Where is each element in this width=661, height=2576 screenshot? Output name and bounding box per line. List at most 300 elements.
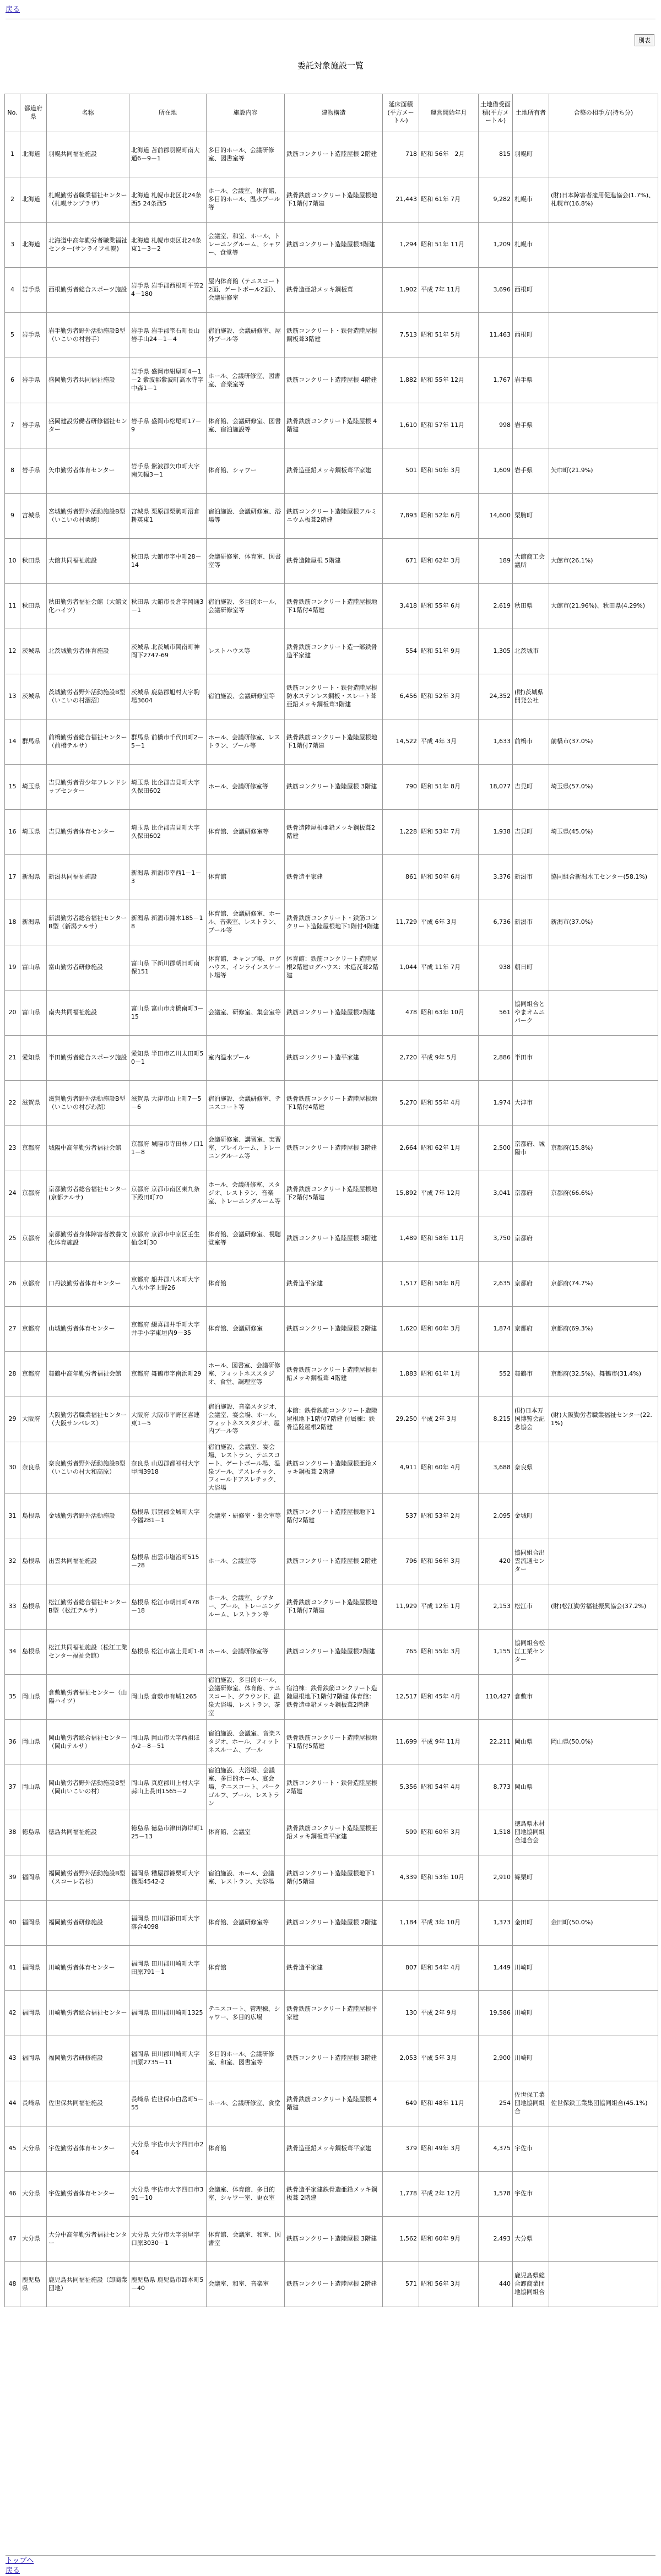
cell-opening-date: 昭和 51年 11月 — [419, 223, 479, 268]
cell-no: 34 — [5, 1630, 20, 1675]
cell-no: 4 — [5, 268, 20, 313]
cell-no: 16 — [5, 810, 20, 855]
cell-landowner: 大分県 — [513, 2217, 549, 2262]
table-row — [5, 855, 658, 900]
cell-address: 徳島県 徳島市津田海岸町125－13 — [129, 1810, 207, 1855]
cell-opening-date: 昭和 53年 7月 — [419, 810, 479, 855]
cell-facilities: ホール、会議室等 — [207, 1539, 285, 1584]
cell-prefecture: 新潟県 — [20, 855, 47, 900]
cell-opening-date: 昭和 60年 3月 — [419, 1307, 479, 1352]
cell-land-area: 6,736 — [479, 900, 513, 945]
cell-no: 7 — [5, 403, 20, 448]
cell-no: 41 — [5, 1946, 20, 1991]
cell-land-area: 19,586 — [479, 1991, 513, 2036]
cell-name: 前橋勤労者総合福祉センター（前橋テルサ） — [47, 719, 129, 765]
table-row — [5, 403, 658, 448]
cell-address: 宮城県 栗原郡栗駒町沼倉耕英東1 — [129, 494, 207, 539]
cell-structure: 鉄筋コンクリート造陸屋根亜鉛メッキ鋼板葺 2階建 — [285, 1442, 383, 1494]
cell-co-owner — [549, 945, 658, 991]
cell-name: 徳島共同福祉施設 — [47, 1810, 129, 1855]
cell-opening-date: 昭和 55年 4月 — [419, 1081, 479, 1126]
cell-facilities: ホール、会議研修室等 — [207, 1630, 285, 1675]
table-row — [5, 1675, 658, 1720]
cell-floor-area: 29,250 — [383, 1397, 419, 1442]
cell-facilities: 多目的ホール、会議研修室、和室、図書室等 — [207, 2036, 285, 2081]
cell-no: 15 — [5, 765, 20, 810]
cell-structure: 鉄骨鉄筋コンクリート造陸屋根平家建 — [285, 1991, 383, 2036]
cell-land-area: 440 — [479, 2262, 513, 2307]
cell-prefecture: 長崎県 — [20, 2081, 47, 2126]
cell-structure: 鉄骨鉄筋コンクリート造陸屋根地下1階付7階建 — [285, 1584, 383, 1630]
cell-structure: 鉄骨鉄筋コンクリート造陸屋根地下1階付4階建 — [285, 1081, 383, 1126]
cell-structure: 鉄筋コンクリート造陸屋根 2階建 — [285, 132, 383, 177]
cell-prefecture: 岡山県 — [20, 1675, 47, 1720]
cell-name: 北海道中高年勤労者職業福祉センター(サンライフ札幌) — [47, 223, 129, 268]
cell-land-area: 1,874 — [479, 1307, 513, 1352]
cell-structure: 鉄骨造亜鉛メッキ鋼板葺平家建 — [285, 448, 383, 494]
cell-floor-area: 1,562 — [383, 2217, 419, 2262]
cell-landowner: 西根町 — [513, 313, 549, 358]
cell-no: 35 — [5, 1675, 20, 1720]
table-row — [5, 1720, 658, 1765]
cell-facilities: 会議室、和室、ホール、トレーニングルーム、シャワー、食堂等 — [207, 223, 285, 268]
cell-landowner: 篠栗町 — [513, 1855, 549, 1901]
cell-name: 大阪勤労者職業福祉センター（大阪サンパレス） — [47, 1397, 129, 1442]
cell-co-owner — [549, 2126, 658, 2172]
cell-prefecture: 徳島県 — [20, 1810, 47, 1855]
cell-facilities: 体育館、会議研修室、ホール、音楽室、レストラン、プール等 — [207, 900, 285, 945]
cell-co-owner — [549, 132, 658, 177]
cell-structure: 鉄筋コンクリート造陸屋根2階建 — [285, 991, 383, 1036]
cell-co-owner: 新潟市(37.0%) — [549, 900, 658, 945]
cell-no: 47 — [5, 2217, 20, 2262]
cell-no: 1 — [5, 132, 20, 177]
cell-no: 6 — [5, 358, 20, 403]
cell-structure: 鉄骨造陸屋根亜鉛メッキ鋼板葺2階建 — [285, 810, 383, 855]
cell-co-owner: 京都府(15.8%) — [549, 1126, 658, 1171]
cell-landowner: 岩手県 — [513, 448, 549, 494]
cell-opening-date: 昭和 51年 8月 — [419, 765, 479, 810]
cell-opening-date: 平成 2年 9月 — [419, 1991, 479, 2036]
cell-name: 西根勤労者総合スポーツ施設 — [47, 268, 129, 313]
cell-landowner: 金田町 — [513, 1901, 549, 1946]
cell-address: 島根県 松江市朝日町478－18 — [129, 1584, 207, 1630]
cell-facilities: 会議室、体育館、多目的室、シャワー室、更衣室 — [207, 2172, 285, 2217]
cell-no: 37 — [5, 1765, 20, 1810]
cell-floor-area: 1,228 — [383, 810, 419, 855]
cell-address: 鹿児島県 鹿児島市卸本町5－40 — [129, 2262, 207, 2307]
cell-name: 岩手勤労者野外活動施設B型（いこいの村岩手） — [47, 313, 129, 358]
cell-co-owner — [549, 991, 658, 1036]
cell-landowner: 羽幌町 — [513, 132, 549, 177]
cell-land-area: 1,155 — [479, 1630, 513, 1675]
cell-landowner: 岡山県 — [513, 1765, 549, 1810]
cell-floor-area: 130 — [383, 1991, 419, 2036]
cell-name: 金城勤労者野外活動施設 — [47, 1494, 129, 1539]
cell-name: 岡山勤労者総合福祉センター（岡山テルサ） — [47, 1720, 129, 1765]
cell-opening-date: 昭和 52年 6月 — [419, 494, 479, 539]
cell-floor-area: 649 — [383, 2081, 419, 2126]
cell-land-area: 2,910 — [479, 1855, 513, 1901]
cell-structure: 鉄骨鉄筋コンクリート造陸屋根地下1階付7階建 — [285, 177, 383, 223]
cell-address: 秋田県 大館市字中町28－14 — [129, 539, 207, 584]
cell-floor-area: 718 — [383, 132, 419, 177]
column-header: 建物構造 — [285, 94, 383, 132]
cell-prefecture: 島根県 — [20, 1630, 47, 1675]
cell-landowner: 京都府、城陽市 — [513, 1126, 549, 1171]
cell-land-area: 1,767 — [479, 358, 513, 403]
back-link-top[interactable]: 戻る — [6, 6, 20, 14]
table-row — [5, 313, 658, 358]
cell-address: 島根県 出雲市塩冶町515－28 — [129, 1539, 207, 1584]
cell-name: 茨城勤労者野外活動施設B型（いこいの村涸沼） — [47, 674, 129, 719]
cell-co-owner — [549, 1855, 658, 1901]
table-row — [5, 1901, 658, 1946]
cell-address: 埼玉県 比企郡吉見町大字久保田602 — [129, 810, 207, 855]
cell-floor-area: 6,456 — [383, 674, 419, 719]
cell-facilities: レストハウス等 — [207, 629, 285, 674]
cell-co-owner — [549, 223, 658, 268]
table-row — [5, 900, 658, 945]
cell-land-area: 2,900 — [479, 2036, 513, 2081]
cell-address: 大分県 宇佐市大字四日市391－10 — [129, 2172, 207, 2217]
cell-opening-date: 平成 2年 3月 — [419, 1397, 479, 1442]
cell-co-owner — [549, 1494, 658, 1539]
cell-facilities: ホール、図書室、会議研修室、フィットネススタジオ、食堂、調理室等 — [207, 1352, 285, 1397]
cell-co-owner: 京都府(66.6%) — [549, 1171, 658, 1216]
cell-no: 12 — [5, 629, 20, 674]
facility-table-wrapper — [4, 94, 658, 2307]
cell-opening-date: 昭和 52年 3月 — [419, 674, 479, 719]
page-title: 委託対象施設一覧 — [297, 61, 364, 71]
cell-land-area: 2,500 — [479, 1126, 513, 1171]
cell-land-area: 14,600 — [479, 494, 513, 539]
table-row — [5, 1171, 658, 1216]
cell-address: 岩手県 盛岡市紺屋町4－1－2 紫波郡紫波町高水寺字中森1－1 — [129, 358, 207, 403]
cell-prefecture: 群馬県 — [20, 719, 47, 765]
cell-address: 新潟県 新潟市鐘木185－18 — [129, 900, 207, 945]
cell-land-area: 1,373 — [479, 1901, 513, 1946]
cell-opening-date: 昭和 54年 4月 — [419, 1765, 479, 1810]
table-row — [5, 494, 658, 539]
cell-opening-date: 平成 11年 7月 — [419, 945, 479, 991]
table-row — [5, 584, 658, 629]
cell-land-area: 2,886 — [479, 1036, 513, 1081]
cell-co-owner — [549, 268, 658, 313]
cell-landowner: 大津市 — [513, 1081, 549, 1126]
cell-name: 札幌勤労者職業福祉センター（札幌サンプラザ） — [47, 177, 129, 223]
cell-opening-date: 昭和 56年 3月 — [419, 2262, 479, 2307]
cell-name: 宇佐勤労者体育センター — [47, 2126, 129, 2172]
cell-land-area: 3,696 — [479, 268, 513, 313]
cell-opening-date: 昭和 61年 7月 — [419, 177, 479, 223]
cell-landowner: 奈良県 — [513, 1442, 549, 1494]
cell-address: 新潟県 新潟市幸西1－1－3 — [129, 855, 207, 900]
cell-name: 舞鶴中高年勤労者福祉会館 — [47, 1352, 129, 1397]
cell-land-area: 1,518 — [479, 1810, 513, 1855]
cell-floor-area: 5,356 — [383, 1765, 419, 1810]
cell-floor-area: 2,720 — [383, 1036, 419, 1081]
cell-structure: 鉄筋コンクリート・鉄骨造陸屋根2階建 — [285, 1765, 383, 1810]
cell-co-owner: 大館市(21.96%)、秋田県(4.29%) — [549, 584, 658, 629]
cell-name: 奈良勤労者野外活動施設B型（いこいの村大和高原） — [47, 1442, 129, 1494]
cell-address: 京都府 京都市南区東九条下殿田町70 — [129, 1171, 207, 1216]
column-header: 合築の相手方(持ち分) — [549, 94, 658, 132]
cell-floor-area: 3,418 — [383, 584, 419, 629]
cell-prefecture: 岩手県 — [20, 268, 47, 313]
table-row — [5, 539, 658, 584]
cell-structure: 鉄筋コンクリート造陸屋根地下1階付2階建 — [285, 1494, 383, 1539]
cell-co-owner: 京都府(74.7%) — [549, 1262, 658, 1307]
cell-address: 福岡県 田川郡川崎町大字田原791－1 — [129, 1946, 207, 1991]
cell-co-owner — [549, 1216, 658, 1262]
cell-co-owner: 大館市(26.1%) — [549, 539, 658, 584]
top-nav — [6, 3, 20, 14]
cell-structure: 鉄骨鉄筋コンクリート造陸屋根地下1階付4階建 — [285, 584, 383, 629]
cell-structure: 鉄筋コンクリート造陸屋根 2階建 — [285, 1307, 383, 1352]
cell-prefecture: 北海道 — [20, 177, 47, 223]
cell-name: 新潟勤労者総合福祉センターB型（新潟テルサ） — [47, 900, 129, 945]
cell-floor-area: 1,883 — [383, 1352, 419, 1397]
cell-co-owner — [549, 1810, 658, 1855]
cell-co-owner — [549, 1991, 658, 2036]
cell-landowner: 朝日町 — [513, 945, 549, 991]
cell-floor-area: 554 — [383, 629, 419, 674]
cell-land-area: 1,209 — [479, 223, 513, 268]
cell-land-area: 189 — [479, 539, 513, 584]
cell-land-area: 8,773 — [479, 1765, 513, 1810]
cell-structure: 鉄筋コンクリート造陸屋根3階建 — [285, 223, 383, 268]
cell-name: 岡山勤労者野外活動施設B型（岡山いこいの村） — [47, 1765, 129, 1810]
cell-name: 吉見勤労者青少年フレンドシップセンター — [47, 765, 129, 810]
cell-prefecture: 大分県 — [20, 2126, 47, 2172]
cell-co-owner: 矢巾町(21.9%) — [549, 448, 658, 494]
table-row — [5, 2172, 658, 2217]
cell-structure: 鉄筋コンクリート造陸屋根アルミニウム板葺2階建 — [285, 494, 383, 539]
table-row — [5, 448, 658, 494]
cell-structure: 体育館：鉄筋コンクリート造陸屋根2階建ログハウス：木造瓦葺2階建 — [285, 945, 383, 991]
cell-opening-date: 昭和 54年 4月 — [419, 1946, 479, 1991]
cell-prefecture: 大分県 — [20, 2172, 47, 2217]
cell-name: 新潟共同福祉施設 — [47, 855, 129, 900]
cell-facilities: ホール、会議室、シアター、プール、トレーニングルーム、レストラン等 — [207, 1584, 285, 1630]
cell-opening-date: 平成 7年 12月 — [419, 1171, 479, 1216]
cell-facilities: 屋内体育館（テニスコート2面、ゲートボール2面）、会議研修室 — [207, 268, 285, 313]
cell-prefecture: 京都府 — [20, 1352, 47, 1397]
cell-address: 島根県 松江市富士見町1-8 — [129, 1630, 207, 1675]
cell-floor-area: 4,339 — [383, 1855, 419, 1901]
bottom-nav — [6, 2556, 34, 2576]
table-row — [5, 1584, 658, 1630]
cell-facilities: ホール、会議研修室、食堂 — [207, 2081, 285, 2126]
table-row — [5, 2126, 658, 2172]
cell-structure: 鉄筋コンクリート造陸屋根 3階建 — [285, 765, 383, 810]
cell-structure: 鉄筋コンクリート造陸屋根 4階建 — [285, 358, 383, 403]
cell-landowner: 岩手県 — [513, 403, 549, 448]
table-row — [5, 719, 658, 765]
cell-co-owner: 金田町(50.0%) — [549, 1901, 658, 1946]
cell-landowner: 舞鶴市 — [513, 1352, 549, 1397]
cell-co-owner: (財)松江勤労福祉振興協会(37.2%) — [549, 1584, 658, 1630]
cell-opening-date: 昭和 58年 8月 — [419, 1262, 479, 1307]
cell-floor-area: 14,522 — [383, 719, 419, 765]
cell-no: 42 — [5, 1991, 20, 2036]
cell-prefecture: 富山県 — [20, 991, 47, 1036]
cell-name: 大分中高年勤労者福祉センター — [47, 2217, 129, 2262]
cell-landowner: 栗駒町 — [513, 494, 549, 539]
cell-prefecture: 岩手県 — [20, 448, 47, 494]
cell-floor-area: 5,270 — [383, 1081, 419, 1126]
cell-co-owner: (財)日本障害者雇用促進協会(1.7%)、札幌市(16.8%) — [549, 177, 658, 223]
cell-land-area: 552 — [479, 1352, 513, 1397]
table-row — [5, 1036, 658, 1081]
cell-floor-area: 1,882 — [383, 358, 419, 403]
table-row — [5, 1810, 658, 1855]
cell-facilities: 体育館 — [207, 2126, 285, 2172]
cell-floor-area: 1,902 — [383, 268, 419, 313]
cell-landowner: 鹿児島県総合卸商業団地協同組合 — [513, 2262, 549, 2307]
table-row — [5, 1126, 658, 1171]
cell-facilities: ホール、会議研修室、スタジオ、レストラン、音楽室、トレーニングルーム等 — [207, 1171, 285, 1216]
to-top-link[interactable]: トップへ — [6, 2557, 34, 2565]
cell-no: 19 — [5, 945, 20, 991]
cell-prefecture: 福岡県 — [20, 2036, 47, 2081]
cell-name: 南央共同福祉施設 — [47, 991, 129, 1036]
cell-opening-date: 昭和 55年 12月 — [419, 358, 479, 403]
cell-floor-area: 1,489 — [383, 1216, 419, 1262]
cell-floor-area: 11,929 — [383, 1584, 419, 1630]
cell-name: 松江共同福祉施設（松江工業センター福祉会館） — [47, 1630, 129, 1675]
cell-facilities: 会議研修室、講習室、実習室、プレイルーム、トレーニングルーム等 — [207, 1126, 285, 1171]
cell-floor-area: 2,053 — [383, 2036, 419, 2081]
cell-opening-date: 昭和 45年 4月 — [419, 1675, 479, 1720]
cell-landowner: 京都府 — [513, 1262, 549, 1307]
table-row — [5, 2081, 658, 2126]
cell-landowner: 協同組合出雲流通センター — [513, 1539, 549, 1584]
column-header: 都道府県 — [20, 94, 47, 132]
cell-landowner: 新潟市 — [513, 855, 549, 900]
cell-floor-area: 501 — [383, 448, 419, 494]
cell-no: 43 — [5, 2036, 20, 2081]
cell-structure: 鉄筋コンクリート・鉄骨造陸屋根鋼板葺3階建 — [285, 313, 383, 358]
cell-prefecture: 新潟県 — [20, 900, 47, 945]
cell-landowner: 宇佐市 — [513, 2126, 549, 2172]
cell-land-area: 22,211 — [479, 1720, 513, 1765]
column-header: 土地所有者 — [513, 94, 549, 132]
cell-address: 京都府 綴喜郡井手町大字井手小字東垣内9－35 — [129, 1307, 207, 1352]
cell-land-area: 998 — [479, 403, 513, 448]
cell-land-area: 1,633 — [479, 719, 513, 765]
cell-facilities: 宿泊施設、多目的ホール、会議研修室等 — [207, 584, 285, 629]
cell-structure: 鉄筋コンクリート造陸屋根 3階建 — [285, 2217, 383, 2262]
cell-structure: 鉄筋コンクリート造陸屋根 2階建 — [285, 1901, 383, 1946]
cell-land-area: 1,578 — [479, 2172, 513, 2217]
cell-prefecture: 北海道 — [20, 223, 47, 268]
cell-address: 北海道 札幌市東区北24条東1－3－2 — [129, 223, 207, 268]
cell-name: 大館共同福祉施設 — [47, 539, 129, 584]
cell-structure: 鉄骨鉄筋コンクリート・鉄筋コンクリート造陸屋根地下1階付4階建 — [285, 900, 383, 945]
cell-land-area: 3,376 — [479, 855, 513, 900]
cell-land-area: 2,153 — [479, 1584, 513, 1630]
table-row — [5, 1991, 658, 2036]
cell-floor-area: 1,517 — [383, 1262, 419, 1307]
cell-co-owner — [549, 2262, 658, 2307]
cell-address: 京都府 城陽市寺田林ノ口11－8 — [129, 1126, 207, 1171]
cell-prefecture: 大阪府 — [20, 1397, 47, 1442]
table-row — [5, 1397, 658, 1442]
column-header: No. — [5, 94, 20, 132]
cell-address: 茨城県 北茨城市関南町神岡下2747-69 — [129, 629, 207, 674]
cell-facilities: 宿泊施設、会議室、音楽スタジオ、ホール、フィットネスルーム、プール — [207, 1720, 285, 1765]
cell-land-area: 2,095 — [479, 1494, 513, 1539]
table-row — [5, 1946, 658, 1991]
cell-landowner: 徳島県木材団地協同組合連合会 — [513, 1810, 549, 1855]
back-link-bottom[interactable]: 戻る — [6, 2567, 20, 2575]
cell-co-owner: 埼玉県(45.0%) — [549, 810, 658, 855]
cell-name: 佐世保共同福祉施設 — [47, 2081, 129, 2126]
cell-facilities: 宿泊施設、ホール、会議室、レストラン、大浴場 — [207, 1855, 285, 1901]
cell-prefecture: 京都府 — [20, 1307, 47, 1352]
cell-address: 福岡県 田川郡川崎町1325 — [129, 1991, 207, 2036]
cell-prefecture: 岩手県 — [20, 358, 47, 403]
cell-co-owner: 岡山県(50.0%) — [549, 1720, 658, 1765]
cell-prefecture: 秋田県 — [20, 584, 47, 629]
cell-prefecture: 岡山県 — [20, 1720, 47, 1765]
cell-name: 川崎勤労者総合福祉センター — [47, 1991, 129, 2036]
cell-land-area: 3,688 — [479, 1442, 513, 1494]
cell-structure: 鉄骨鉄筋コンクリート造陸屋根亜鉛メッキ鋼板葺平家建 — [285, 1810, 383, 1855]
cell-co-owner — [549, 494, 658, 539]
cell-floor-area: 7,513 — [383, 313, 419, 358]
table-row — [5, 268, 658, 313]
cell-name: 富山勤労者研修施設 — [47, 945, 129, 991]
cell-co-owner — [549, 1946, 658, 1991]
cell-facilities: ホール、会議研修室、図書室、音楽室等 — [207, 358, 285, 403]
cell-name: 半田勤労者総合スポーツ施設 — [47, 1036, 129, 1081]
cell-prefecture: 愛知県 — [20, 1036, 47, 1081]
cell-landowner: 新潟市 — [513, 900, 549, 945]
cell-land-area: 1,609 — [479, 448, 513, 494]
cell-co-owner — [549, 1630, 658, 1675]
cell-co-owner: (財)大阪勤労者職業福祉センター(22.1%) — [549, 1397, 658, 1442]
cell-no: 46 — [5, 2172, 20, 2217]
cell-no: 38 — [5, 1810, 20, 1855]
cell-address: 岩手県 盛岡市松尾町17－9 — [129, 403, 207, 448]
cell-floor-area: 1,184 — [383, 1901, 419, 1946]
cell-floor-area: 12,517 — [383, 1675, 419, 1720]
cell-name: 倉敷勤労者福祉センター（山陽ハイツ） — [47, 1675, 129, 1720]
cell-prefecture: 岩手県 — [20, 313, 47, 358]
cell-prefecture: 島根県 — [20, 1494, 47, 1539]
cell-address: 茨城県 鹿島郡旭村大字駒場3604 — [129, 674, 207, 719]
cell-no: 31 — [5, 1494, 20, 1539]
cell-co-owner: 前橋市(37.0%) — [549, 719, 658, 765]
cell-no: 32 — [5, 1539, 20, 1584]
cell-land-area: 4,375 — [479, 2126, 513, 2172]
cell-structure: 鉄筋コンクリート造陸屋根 2階建 — [285, 2262, 383, 2307]
cell-name: 秋田勤労者福祉会館（大館文化ハイツ） — [47, 584, 129, 629]
cell-co-owner — [549, 1442, 658, 1494]
table-row — [5, 810, 658, 855]
footer-rule — [6, 2555, 655, 2556]
cell-name: 宮城勤労者野外活動施設B型（いこいの村栗駒） — [47, 494, 129, 539]
cell-address: 福岡県 田川郡添田町大字落合4098 — [129, 1901, 207, 1946]
cell-address: 北海道 苫前郡羽幌町南大通6－9－1 — [129, 132, 207, 177]
cell-address: 愛知県 半田市乙川太田町50－1 — [129, 1036, 207, 1081]
cell-facilities: 宿泊施設、会議研修室、浴場等 — [207, 494, 285, 539]
cell-co-owner — [549, 403, 658, 448]
cell-co-owner — [549, 1539, 658, 1584]
